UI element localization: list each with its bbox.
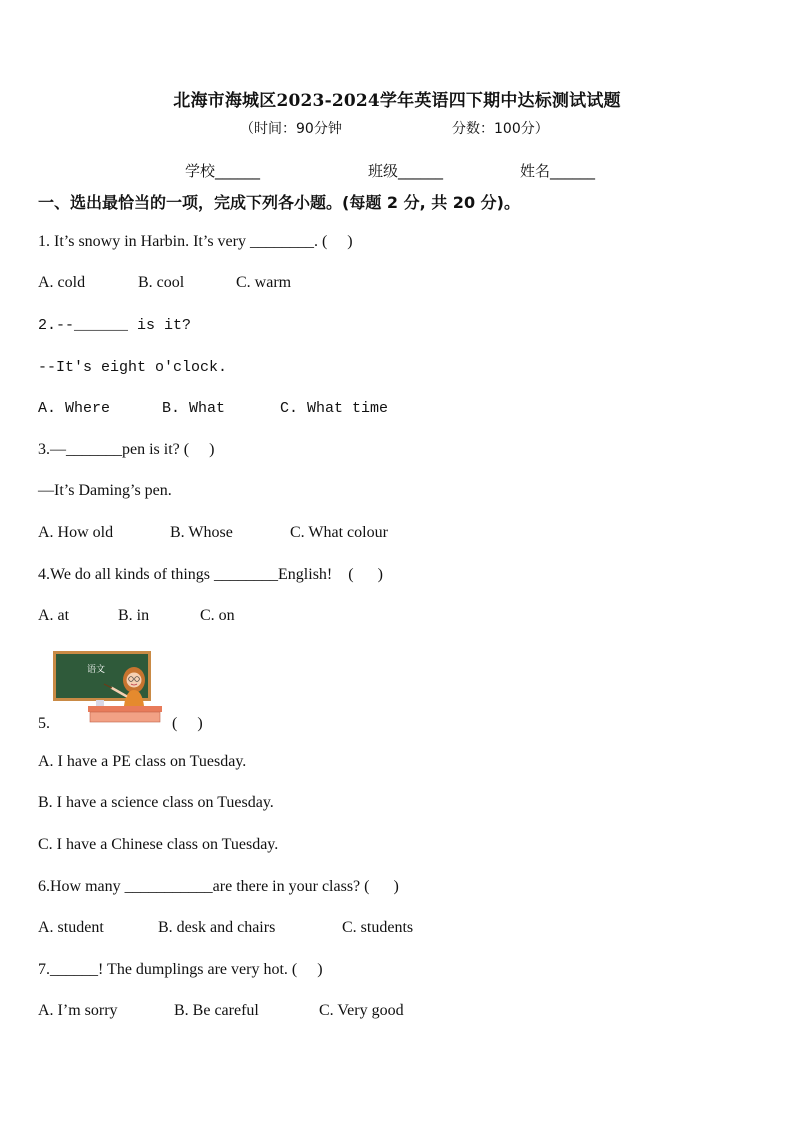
- q6-option-a: A. student: [38, 919, 104, 936]
- q4-option-a: A. at: [38, 607, 70, 624]
- q3-option-b: B. Whose: [170, 524, 233, 541]
- name-field: 姓名______: [520, 162, 596, 180]
- exam-score: 分数：100分）: [452, 121, 549, 137]
- question-3: 3.—_______pen is it? ( ): [38, 441, 215, 458]
- q7-option-c: C. Very good: [319, 1002, 404, 1019]
- q1-option-a: A. cold: [38, 274, 86, 291]
- q2-option-b: B. What: [162, 400, 226, 417]
- section-heading: 一、选出最恰当的一项，完成下列各小题。(每题 2 分, 共 20 分)。: [38, 193, 520, 212]
- q6-option-c: C. students: [342, 919, 414, 936]
- question-5-number: 5.: [38, 715, 50, 732]
- q7-option-b: B. Be careful: [174, 1002, 259, 1019]
- teacher-blackboard-picture: [52, 650, 164, 724]
- book-icon: [96, 700, 104, 706]
- question-2-answer-line: --It's eight o'clock.: [38, 359, 228, 376]
- exam-time: （时间：90分钟: [240, 121, 342, 137]
- q1-option-b: B. cool: [138, 274, 185, 291]
- q6-option-b: B. desk and chairs: [158, 919, 276, 936]
- question-4: 4.We do all kinds of things ________English! ( ): [38, 566, 383, 583]
- question-2: 2.--______ is it?: [38, 317, 192, 334]
- q4-option-b: B. in: [118, 607, 150, 624]
- blackboard-text: 语文: [86, 665, 106, 675]
- q7-option-a: A. I’m sorry: [38, 1002, 118, 1019]
- q1-option-c: C. warm: [236, 274, 292, 291]
- question-3-answer-line: —It’s Daming’s pen.: [38, 482, 172, 499]
- question-6: 6.How many ___________are there in your class? ( ): [38, 878, 399, 895]
- q3-option-c: C. What colour: [290, 524, 388, 541]
- desk: [90, 712, 160, 722]
- q2-option-c: C. What time: [280, 400, 389, 417]
- q5-option-b: B. I have a science class on Tuesday.: [38, 794, 274, 811]
- q5-option-a: A. I have a PE class on Tuesday.: [38, 753, 247, 770]
- q2-option-a: A. Where: [38, 400, 111, 417]
- question-5-answer-blank: ( ): [172, 715, 203, 732]
- question-7: 7.______! The dumplings are very hot. ( ): [38, 961, 323, 978]
- class-field: 班级______: [368, 162, 444, 180]
- q5-option-c: C. I have a Chinese class on Tuesday.: [38, 836, 279, 853]
- question-1: 1. It’s snowy in Harbin. It’s very ________. ( ): [38, 233, 353, 250]
- school-field: 学校______: [185, 162, 261, 180]
- desk-top: [88, 706, 162, 712]
- q4-option-c: C. on: [200, 607, 235, 624]
- q3-option-a: A. How old: [38, 524, 114, 541]
- page-title: 北海市海城区2023-2024学年英语四下期中达标测试试题: [173, 91, 621, 111]
